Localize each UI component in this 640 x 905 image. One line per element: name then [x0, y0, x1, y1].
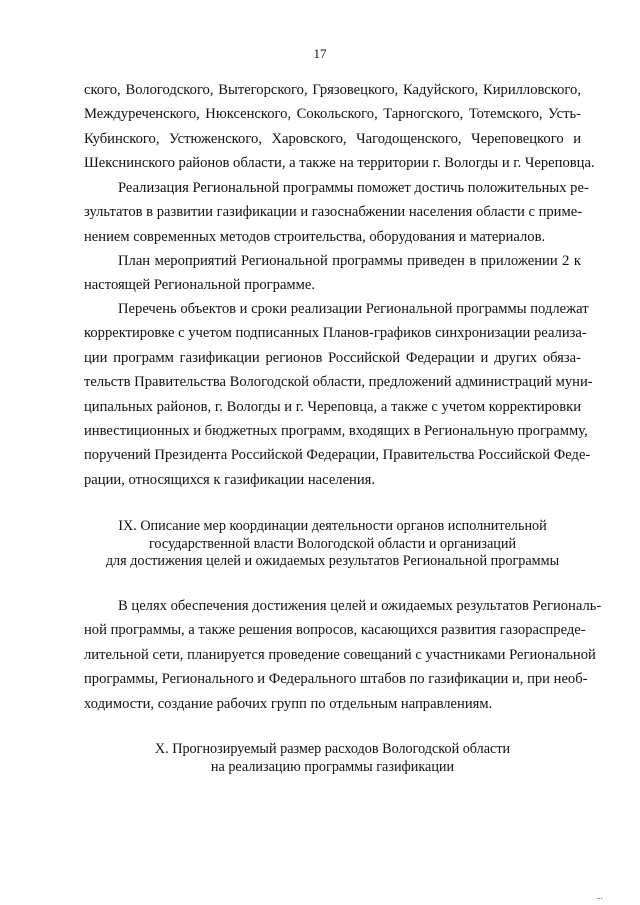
text-line: нением современных методов строительства, оборудования и материалов.	[84, 228, 546, 245]
heading-line: IX. Описание мер координации деятельности органов исполнительной	[118, 518, 547, 534]
heading-line: X. Прогнозируемый размер расходов Вологодской области	[154, 741, 511, 757]
paragraph-action-plan	[84, 249, 581, 298]
section-heading-ix	[84, 518, 581, 571]
text-line: программы, Регионального и Федерального штабов по газификации и, при необ-	[84, 671, 588, 688]
text-line: Междуреченского, Нюксенского, Сокольского, Тарногского, Тотемского, Усть-	[84, 106, 581, 123]
text-line: ципальных районов, г. Вологды и г. Череповца, а также с учетом корректировки	[84, 398, 581, 415]
text-line: В целях обеспечения достижения целей и ожидаемых результатов Региональ-	[118, 598, 602, 614]
text-line: План мероприятий Региональной программы приведен в приложении 2 к	[118, 253, 581, 269]
paragraph-objects-list	[84, 297, 593, 492]
text-line: корректировке с учетом подписанных Планов-графиков синхронизации реализа-	[84, 325, 587, 342]
text-line: ского, Вологодского, Вытегорского, Грязовецкого, Кадуйского, Кирилловского,	[84, 82, 581, 98]
text-line: лительной сети, планируется проведение совещаний с участниками Региональной	[84, 646, 596, 663]
text-line: рации, относящихся к газификации населения.	[84, 471, 376, 488]
text-line: тельств Правительства Вологодской области, предложений администраций муни-	[84, 374, 593, 391]
paragraph-coordination	[84, 594, 602, 716]
heading-line: для достижения целей и ожидаемых результатов Региональной программы	[105, 553, 560, 569]
text-line: инвестиционных и бюджетных программ, входящих в Региональную программу,	[84, 423, 588, 440]
text-line: ной программы, а также решения вопросов, касающихся развития газораспреде-	[84, 622, 586, 639]
paragraph-implementation-results	[84, 176, 589, 249]
text-line: Шекснинского районов области, а также на территории г. Вологды и г. Череповца.	[84, 155, 595, 172]
heading-line: государственной власти Вологодской области и организаций	[148, 535, 517, 552]
text-line: ходимости, создание рабочих групп по отдельным направлениям.	[84, 695, 493, 712]
section-heading-x	[84, 741, 581, 776]
scan-artifact-mark: ...	[596, 891, 603, 901]
text-line: ции программ газификации регионов Российской Федерации и других обяза-	[84, 349, 581, 366]
heading-line: на реализацию программы газификации	[210, 758, 455, 775]
page-number: 17	[313, 46, 327, 61]
text-line: зультатов в развитии газификации и газоснабжении населения области с приме-	[84, 204, 583, 221]
text-line: поручений Президента Российской Федерации, Правительства Российской Феде-	[84, 447, 591, 464]
paragraph-districts	[84, 78, 595, 176]
text-line: Реализация Региональной программы поможет достичь положительных ре-	[118, 180, 589, 196]
text-line: настоящей Региональной программе.	[84, 277, 316, 294]
text-line: Кубинского, Устюженского, Харовского, Чагодощенского, Череповецкого и	[84, 130, 581, 147]
text-line: Перечень объектов и сроки реализации Региональной программы подлежат	[118, 301, 589, 317]
